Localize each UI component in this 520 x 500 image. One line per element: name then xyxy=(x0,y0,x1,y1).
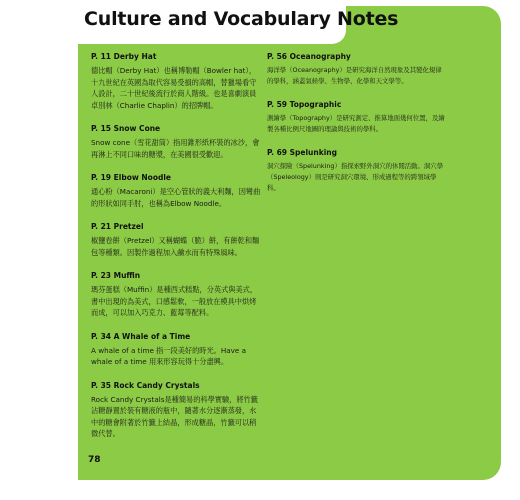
note-body: A whale of a time 指一段美好的時光。Have a whale of a time 用來形容玩得十分盡興。 xyxy=(91,345,247,366)
note-entry-derby-hat xyxy=(91,52,261,111)
note-body: 椒鹽卷餅（Pretzel）又稱蝴蝶（脆）餅，有餅乾和麵包等種類。因製作過程加入鹼水而有特殊風味。 xyxy=(91,236,260,257)
note-body: 洞穴探險（Spelunking）指探索野外洞穴的休閒活動。洞穴學（Speleology）則是研究洞穴環境、形成過程等的跨領域學科。 xyxy=(267,162,444,192)
note-body: Snow cone（雪花甜筒）指用錐形紙杯裝的冰沙，會再淋上不同口味的糖漿，在美國很受歡迎。 xyxy=(91,138,260,159)
note-entry-oceanography xyxy=(267,52,447,87)
note-entry-muffin xyxy=(91,271,261,319)
page-number: 78 xyxy=(88,455,101,465)
note-body: 海洋學（Oceanography）是研究海洋自然現象及其變化規律的學科，涵蓋氣候學、生物學、化學和天文學等。 xyxy=(267,66,442,85)
left-column xyxy=(91,52,261,453)
page-title: Culture and Vocabulary Notes xyxy=(84,8,399,30)
right-column xyxy=(267,52,447,207)
note-entry-snow-cone xyxy=(91,124,261,160)
note-heading: P. 11 Derby Hat xyxy=(91,52,157,61)
note-heading: P. 59 Topographic xyxy=(267,100,342,109)
note-heading: P. 19 Elbow Noodle xyxy=(91,173,171,182)
note-heading: P. 21 Pretzel xyxy=(91,222,144,231)
note-heading: P. 56 Oceanography xyxy=(267,52,351,61)
note-entry-spelunking xyxy=(267,148,447,194)
note-heading: P. 15 Snow Cone xyxy=(91,124,161,133)
note-entry-topographic xyxy=(267,100,447,135)
note-entry-rock-candy xyxy=(91,381,261,440)
note-body: 通心粉（Macaroni）是空心管狀的義大利麵，因彎曲的形狀如同手肘，也稱為Elbow Noodle。 xyxy=(91,187,261,208)
note-entry-elbow-noodle xyxy=(91,173,261,209)
note-entry-whale-of-a-time xyxy=(91,332,261,368)
note-heading: P. 69 Spelunking xyxy=(267,148,338,157)
note-body: 德比帽（Derby Hat）也稱博勒帽（Bowler hat），十九世紀在英國為取代容易受損的高帽，替獵場看守人設計，二十世紀後流行於商人階級。也是喜劇演員卓別林（Charlie Chaplin）的招牌帽。 xyxy=(91,66,257,110)
note-body: Rock Candy Crystals是種簡易的科學實驗，將竹籤沾糖靜置於裝有糖液的瓶中，隨著水分逐漸蒸發，水中的糖會附著於竹籤上結晶，形成糖晶，竹籤可以稍微代替。 xyxy=(91,394,258,438)
note-body: 測繪學（Topography）是研究測定、推算地面幾何位置，及繪製各種比例尺地圖的理論與技術的學科。 xyxy=(267,114,445,133)
note-heading: P. 23 Muffin xyxy=(91,271,141,280)
note-body: 瑪芬蛋糕（Muffin）是種西式糕點，分英式與美式，書中出現的為美式，口感鬆軟，一般放在模具中烘烤而成，可以加入巧克力、藍莓等配料。 xyxy=(91,285,258,317)
note-entry-pretzel xyxy=(91,222,261,258)
note-heading: P. 34 A Whale of a Time xyxy=(91,331,191,341)
note-heading: P. 35 Rock Candy Crystals xyxy=(91,380,200,390)
